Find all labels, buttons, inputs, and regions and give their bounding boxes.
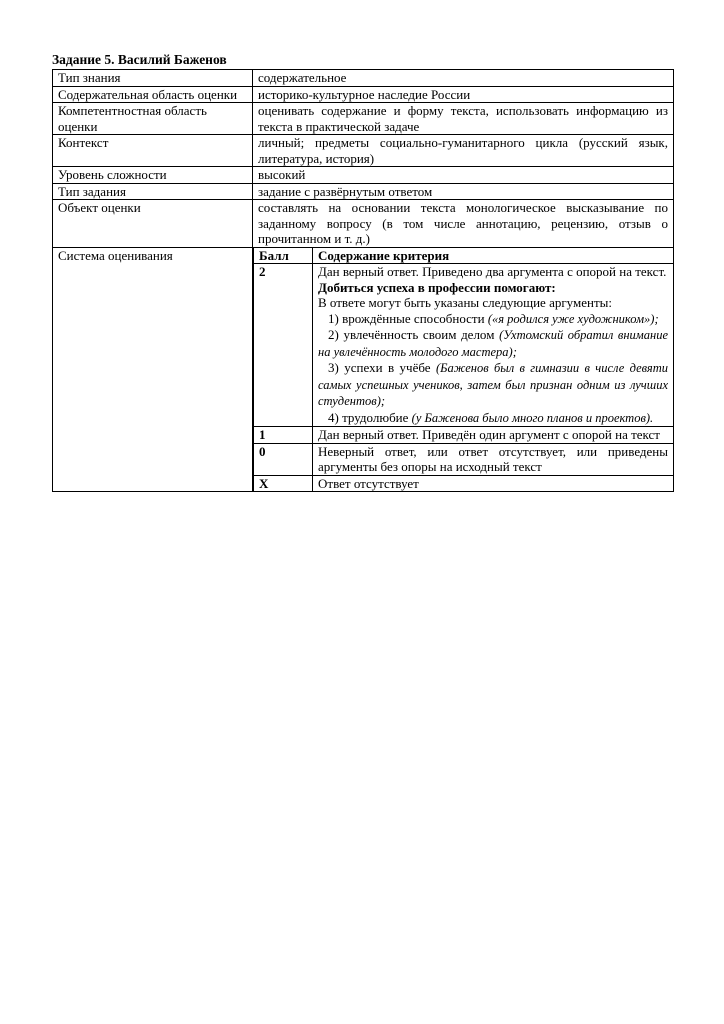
- row-label: Тип задания: [53, 183, 253, 200]
- scoring-table: [253, 248, 673, 492]
- content-header: Содержание критерия: [313, 248, 674, 264]
- criterion-content: [313, 264, 674, 427]
- row-value: оценивать содержание и форму текста, использовать информацию из текста в практической задаче: [253, 103, 674, 135]
- row-label: Объект оценки: [53, 200, 253, 248]
- score-value: 0: [254, 443, 313, 475]
- scoring-row: [254, 475, 674, 491]
- table-row: [53, 200, 674, 248]
- scoring-cell: [253, 247, 674, 492]
- table-row: [53, 167, 674, 184]
- task-table: [52, 69, 674, 492]
- row-label: Тип знания: [53, 70, 253, 87]
- task-title: Задание 5. Василий Баженов: [52, 52, 227, 67]
- score-value: X: [254, 475, 313, 491]
- scoring-row: [254, 427, 674, 444]
- row-value: высокий: [253, 167, 674, 184]
- score-value: 1: [254, 427, 313, 444]
- row-value: личный; предметы социально-гуманитарного цикла (русский язык, литература, история): [253, 135, 674, 167]
- argument-note: («я родился уже художником»);: [487, 311, 659, 326]
- table-row-scoring: [53, 247, 674, 492]
- row-value: задание с развёрнутым ответом: [253, 183, 674, 200]
- criterion-content: Ответ отсутствует: [313, 475, 674, 491]
- scoring-row: [254, 264, 674, 427]
- argument-item: [318, 327, 668, 360]
- score-header: Балл: [254, 248, 313, 264]
- argument-text: 4) трудолюбие: [328, 409, 412, 425]
- argument-note: (Баженов был в гимназии в числе девяти самых успешных учеников, затем был признан одним из лучших студентов);: [318, 361, 668, 408]
- criterion-content: Дан верный ответ. Приведён один аргумент с опорой на текст: [313, 427, 674, 444]
- table-row: [53, 86, 674, 103]
- row-value: составлять на основании текста монологическое высказывание по заданному вопросу (в том числе аннотацию, рецензию, отзыв о прочитанном и т. д.): [253, 200, 674, 248]
- argument-note: (у Баженова было много планов и проектов).: [411, 410, 654, 425]
- argument-item: [318, 360, 668, 410]
- row-value: историко-культурное наследие России: [253, 86, 674, 103]
- criterion-content: Неверный ответ, или ответ отсутствует, или приведены аргументы без опоры на исходный текст: [313, 443, 674, 475]
- row-label: Уровень сложности: [53, 167, 253, 184]
- argument-text: 3) успехи в учёбе: [328, 360, 437, 375]
- argument-note: (Ухтомский обратил внимание на увлечённость молодого мастера);: [318, 328, 668, 359]
- table-row: [53, 135, 674, 167]
- row-label: Содержательная область оценки: [53, 86, 253, 103]
- scoring-row: [254, 443, 674, 475]
- row-label: Компетентностная область оценки: [53, 103, 253, 135]
- scoring-header-row: [254, 248, 674, 264]
- criterion-args-intro: В ответе могут быть указаны следующие аргументы:: [318, 295, 612, 310]
- table-row: [53, 183, 674, 200]
- criterion-bold-line: Добиться успеха в профессии помогают:: [318, 279, 556, 295]
- argument-item: [318, 410, 668, 427]
- score-value: 2: [254, 264, 313, 427]
- row-label: Система оценивания: [53, 247, 253, 492]
- row-label: Контекст: [53, 135, 253, 167]
- row-value: содержательное: [253, 70, 674, 87]
- criterion-intro: Дан верный ответ. Приведено два аргумента с опорой на текст.: [318, 264, 667, 279]
- argument-text: 2) увлечённость своим делом: [328, 327, 500, 342]
- argument-item: [318, 311, 668, 328]
- argument-text: 1) врождённые способности: [328, 310, 488, 326]
- table-row: [53, 70, 674, 87]
- table-row: [53, 103, 674, 135]
